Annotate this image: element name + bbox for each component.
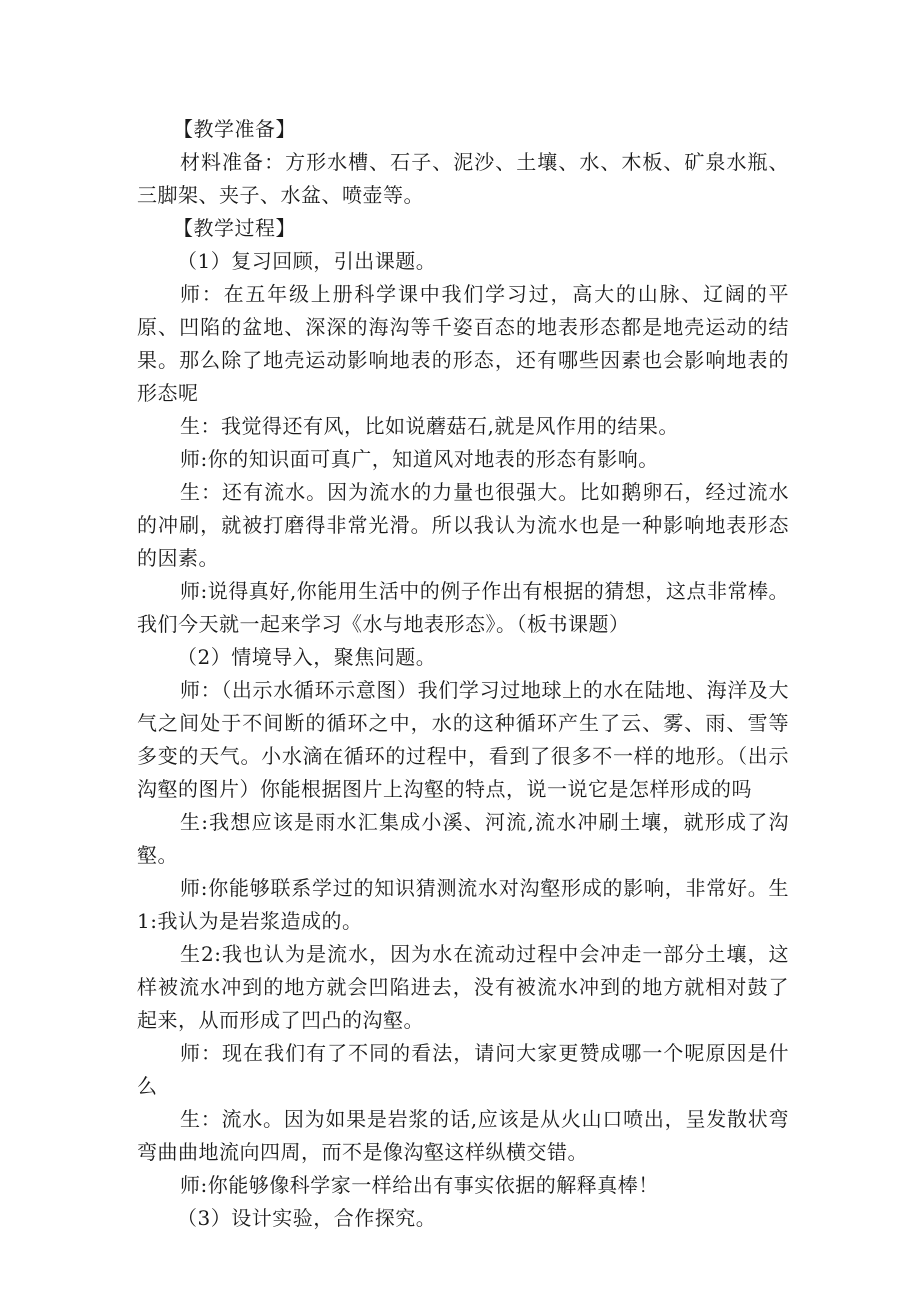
dialogue-paragraph: 师:你能够联系学过的知识猜测流水对沟壑形成的影响，非常好。生1:我认为是岩浆造成的。 — [137, 876, 789, 933]
dialogue-paragraph: 生2:我也认为是流水，因为水在流动过程中会冲走一部分土壤，这样被流水冲到的地方就会凹陷进去，没有被流水冲到的地方就相对鼓了起来，从而形成了凹凸的沟壑。 — [137, 942, 789, 1032]
materials-paragraph: 材料准备：方形水槽、石子、泥沙、土壤、水、木板、矿泉水瓶、三脚架、夹子、水盆、喷壶等。 — [137, 150, 789, 207]
dialogue-paragraph: 生：流水。因为如果是岩浆的话,应该是从火山口喷出，呈发散状弯弯曲曲地流向四周，而不是像沟壑这样纵横交错。 — [137, 1107, 789, 1164]
dialogue-paragraph: 生：还有流水。因为流水的力量也很强大。比如鹅卵石，经过流水的冲刷，就被打磨得非常光滑。所以我认为流水也是一种影响地表形态的因素。 — [137, 480, 789, 570]
dialogue-paragraph: 师:你的知识面可真广，知道风对地表的形态有影响。 — [180, 447, 659, 471]
section-heading-process: 【教学过程】 — [173, 216, 296, 240]
document-body — [137, 113, 789, 1235]
dialogue-paragraph: 师：在五年级上册科学课中我们学习过，高大的山脉、辽阔的平原、凹陷的盆地、深深的海沟等千姿百态的地表形态都是地壳运动的结果。那么除了地壳运动影响地表的形态，还有哪些因素也会影响地表的形态呢 — [137, 282, 789, 405]
dialogue-paragraph: 师：（出示水循环示意图）我们学习过地球上的水在陆地、海洋及大气之间处于不间断的循环之中，水的这种循环产生了云、雾、雨、雪等多变的天气。小水滴在循环的过程中，看到了很多不一样的地形。（出示沟壑的图片）你能根据图片上沟壑的特点，说一说它是怎样形成的吗 — [137, 678, 789, 801]
step-heading-1: （1）复习回顾，引出课题。 — [177, 249, 437, 273]
dialogue-paragraph: 师:说得真好,你能用生活中的例子作出有根据的猜想，这点非常棒。我们今天就一起来学习《水与地表形态》。（板书课题） — [137, 579, 789, 636]
dialogue-paragraph: 师:你能够像科学家一样给出有事实依据的解释真棒！ — [180, 1173, 659, 1197]
dialogue-paragraph: 师：现在我们有了不同的看法，请问大家更赞成哪一个呢原因是什么 — [137, 1041, 789, 1098]
dialogue-paragraph: 生:我想应该是雨水汇集成小溪、河流,流水冲刷土壤，就形成了沟壑。 — [137, 810, 789, 867]
step-heading-2: （2）情境导入，聚焦问题。 — [177, 645, 437, 669]
section-heading-preparation: 【教学准备】 — [173, 117, 296, 141]
dialogue-paragraph: 生：我觉得还有风，比如说蘑菇石,就是风作用的结果。 — [180, 414, 679, 438]
step-heading-3: （3）设计实验，合作探究。 — [177, 1206, 437, 1230]
